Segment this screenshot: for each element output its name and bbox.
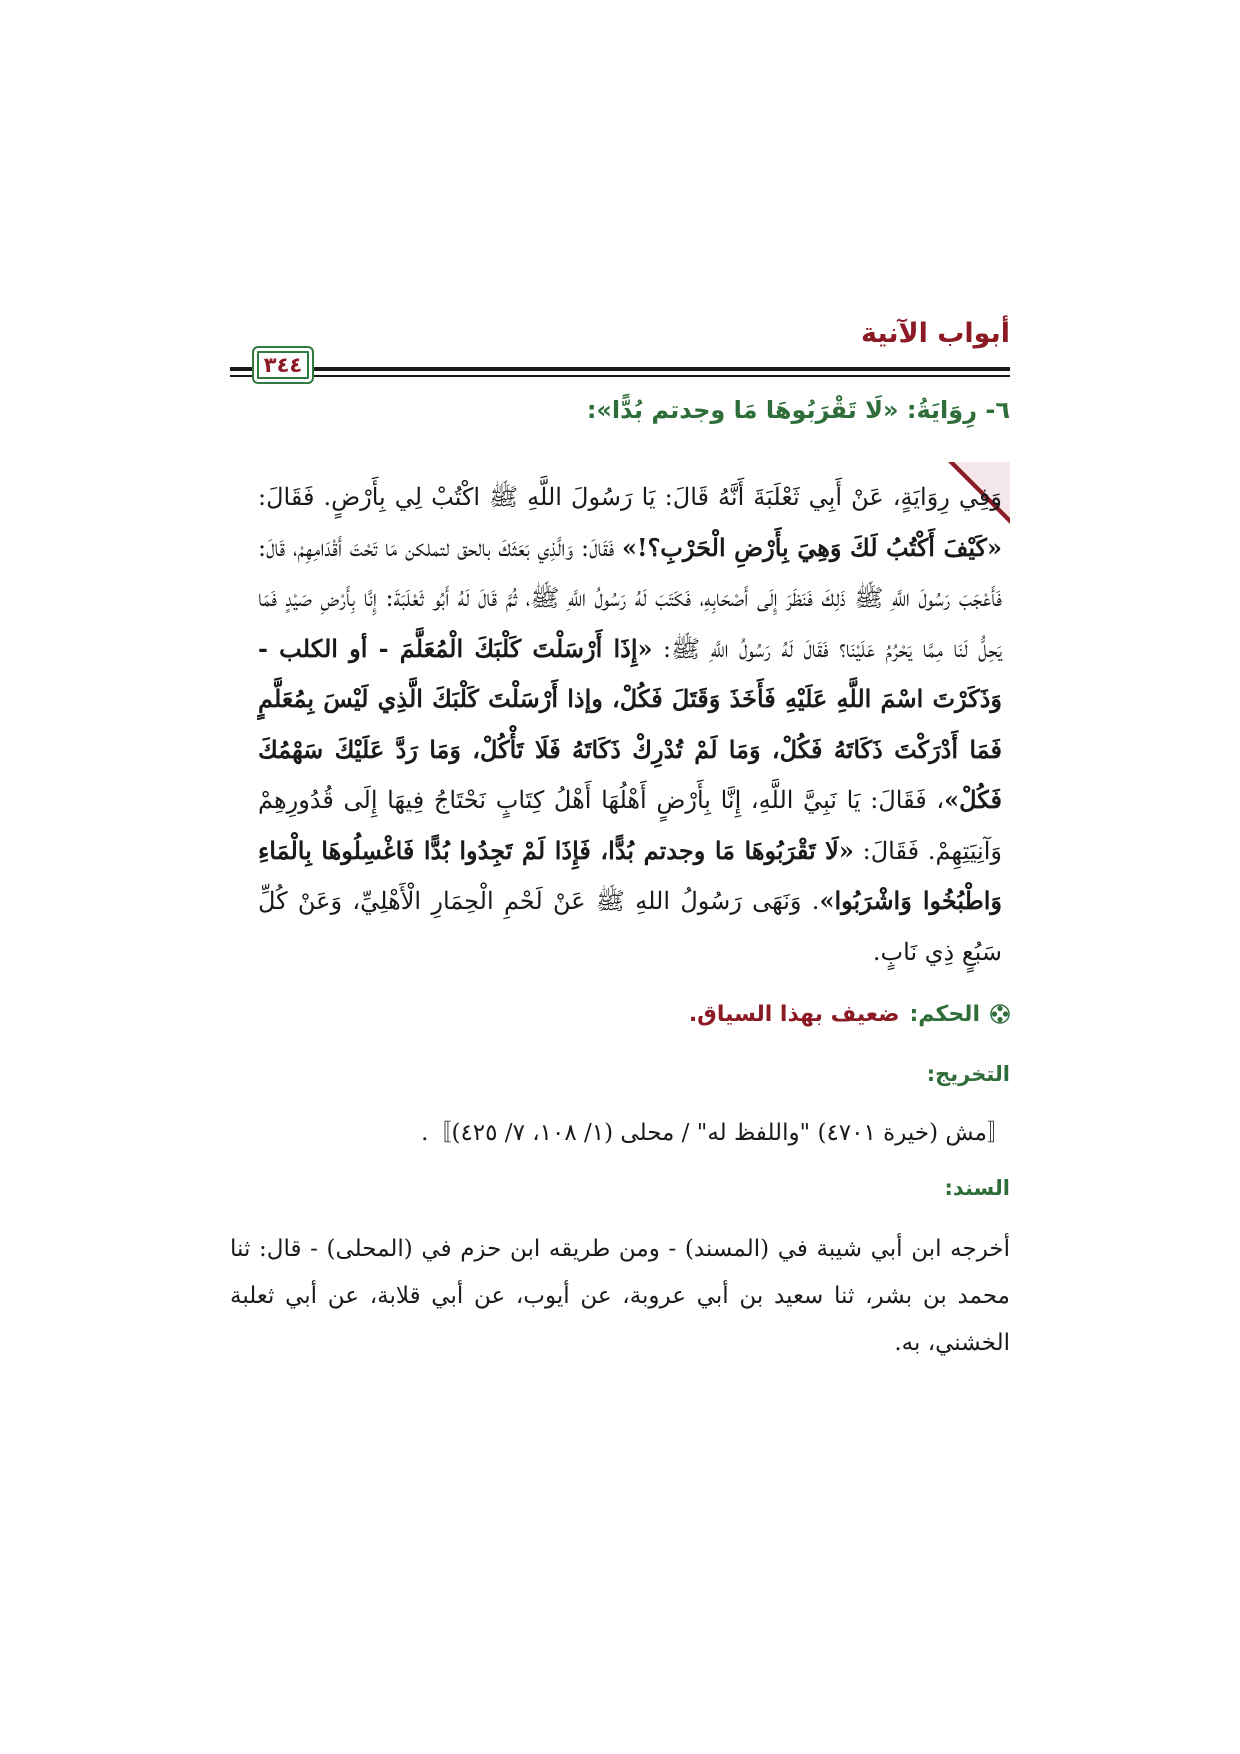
page-number-badge: ٣٤٤ [252, 346, 314, 384]
verdict-label: الحكم: [909, 1002, 980, 1027]
verdict-value: ضعيف بهذا السياق. [688, 1002, 900, 1027]
sanad-heading: السند: [944, 1176, 1010, 1200]
takhrij-text: 〚مش (خيرة ٤٧٠١) "واللفظ له" / محلى (١/ ١٠٨، ٧/ ٤٢٥)〛. [421, 1120, 1010, 1146]
takhrij-heading: التخريج: [926, 1062, 1010, 1086]
section-heading: ٦- رِوَايَةُ: «لَا تَقْرَبُوهَا مَا وجدتم بُدًّا»: [586, 396, 1010, 424]
flower-icon [990, 1004, 1010, 1024]
hadith-narration: . وَنَهَى رَسُولُ اللهِ ﷺ عَنْ لَحْمِ الْحِمَارِ الْأَهْلِيِّ، وَعَنْ كُلِّ سَبُعٍ ذِي نَابٍ. [258, 887, 1002, 966]
hadith-prophetic-quote: «لَا تَقْرَبُوهَا مَا وجدتم بُدًّا، فَإِذَا لَمْ تَجِدُوا بُدًّا فَاغْسِلُوهَا بِالْمَاءِ وَاطْبُخُوا وَاشْرَبُوا» [258, 835, 1003, 915]
header-rule [230, 367, 1010, 371]
hadith-box [230, 462, 1010, 978]
chapter-title: أبواب الآنية [860, 318, 1010, 349]
header-rule-thin [230, 375, 1010, 377]
hadith-prophetic-quote: «إِذَا أَرْسَلْتَ كَلْبَكَ الْمُعَلَّمَ - أو الكلب - وَذَكَرْتَ اسْمَ اللَّهِ عَلَيْهِ فَأَخَذَ وَقَتَلَ فَكُلْ، وإذا أَرْسَلْتَ كَلْبَكَ الَّذِي لَيْسَ بِمُعَلَّمٍ فَمَا أَدْرَكْتَ ذَكَاتَهُ فَكُلْ، وَمَا لَمْ تُدْرِكْ ذَكَاتَهُ فَلَا تَأْكُلْ، وَمَا رَدَّ عَلَيْكَ سَهْمُكَ فَكُلْ» [258, 633, 1002, 814]
verdict-line [230, 1002, 1010, 1027]
page-header [230, 318, 1010, 388]
sanad-text: أخرجه ابن أبي شيبة في (المسند) - ومن طريقه ابن حزم في (المحلى) - قال: ثنا محمد بن بشر، ثنا سعيد بن أبي عروبة، عن أيوب، عن أبي قلابة، عن أبي ثعلبة الخشني، به. [230, 1236, 1010, 1356]
hadith-prophetic-quote: «كَيْفَ أَكْتُبُ لَكَ وَهِيَ بِأَرْضِ الْحَرْبِ؟!» [622, 532, 1002, 562]
hadith-narration: ، فَقَالَ: يَا نَبِيَّ اللَّهِ، إِنَّا بِأَرْضٍ أَهْلُهَا أَهْلُ كِتَابٍ نَحْتَاجُ فِيهَا إِلَى قُدُورِهِمْ وَآنِيَتِهِمْ. فَقَالَ: [258, 786, 1002, 865]
hadith-narration: وَفِي رِوَايَةٍ، عَنْ أَبِي ثَعْلَبَةَ أَنَّهُ قَالَ: يَا رَسُولَ اللَّهِ ﷺ اكْتُبْ لِي بِأَرْضٍ. فَقَالَ: [258, 483, 1002, 511]
hadith-text [258, 472, 1002, 977]
hadith-narration: فَقَالَ: وَالَّذِي بَعَثَكَ بالحق لتملكن مَا تَحْتَ أَقْدَامِهِمْ، قَالَ: فَأَعْجَبَ رَسُولَ اللَّهِ ﷺ ذَلِكَ فَنَظَرَ إِلَى أَصْحَابِهِ، فَكَتَبَ لَهُ رَسُولُ اللَّهِ ﷺ، ثُمَّ قَالَ لَهُ أَبُو ثَعْلَبَةَ: إِنَّا بِأَرْضِ صَيْدٍ فَمَا يَحِلُّ لَنَا مِمَّا يَحْرُمُ عَلَيْنَا؟ فَقَالَ لَهُ رَسُولُ اللَّهِ ﷺ: [258, 533, 1002, 663]
